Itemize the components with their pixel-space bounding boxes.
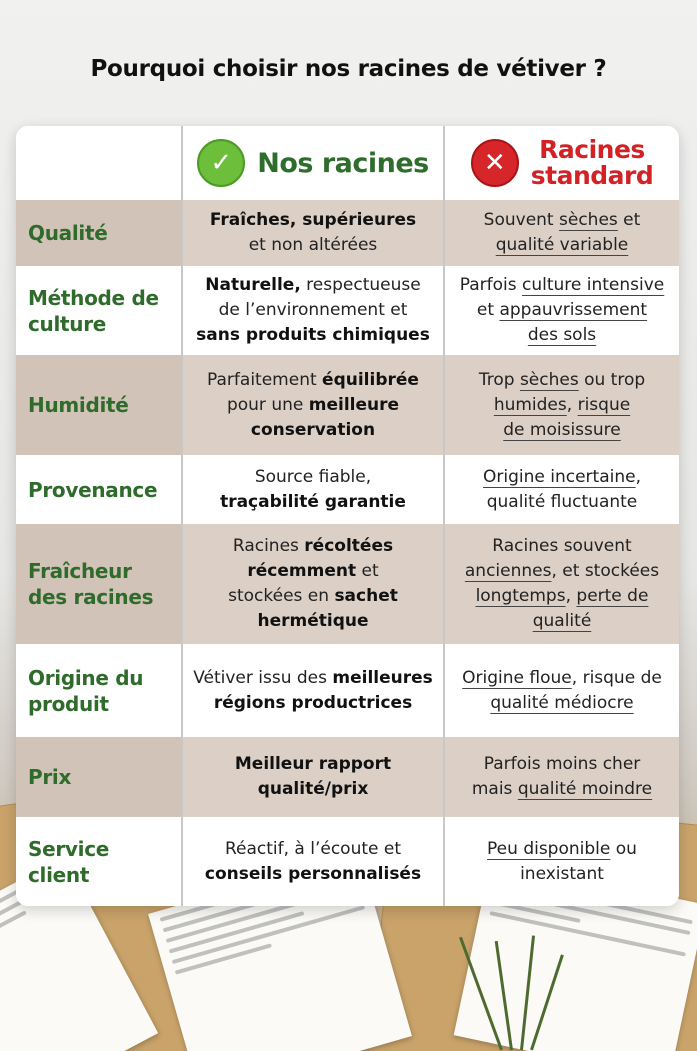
criterion-cell: Prix: [16, 737, 182, 817]
cell-text: ou: [610, 838, 637, 859]
header-standard-label: [531, 137, 654, 189]
criterion-cell: Qualité: [16, 200, 182, 266]
cell-text: ,: [566, 394, 578, 415]
cell-text: et: [356, 561, 379, 582]
bold-text: conseils personnalisés: [204, 863, 422, 884]
table-row: [16, 200, 679, 266]
bold-text: sans produits chimiques: [196, 325, 430, 346]
bold-text: récoltées: [304, 536, 394, 557]
criterion-cell: Fraîcheur des racines: [16, 524, 182, 645]
criterion-cell: Provenance: [16, 455, 182, 523]
bold-text: hermétique: [257, 611, 369, 632]
cell-text: ,: [565, 586, 577, 607]
header-standard-line2: standard: [530, 161, 654, 190]
our-roots-cell: [182, 817, 444, 906]
table-row: [16, 524, 679, 645]
cell-text: Racines: [232, 536, 305, 557]
our-roots-cell: [182, 266, 444, 355]
bold-text: régions productrices: [213, 692, 413, 713]
bold-text: Naturelle,: [205, 275, 301, 296]
underlined-text: Peu disponible: [487, 838, 611, 859]
criterion-cell: Origine du produit: [16, 644, 182, 737]
cell-text: et: [476, 300, 500, 321]
cell-text: Souvent: [483, 210, 560, 231]
cell-text: et non altérées: [248, 235, 378, 256]
cell-text: Vétiver issu des: [193, 667, 333, 688]
standard-roots-cell: [444, 455, 679, 523]
underlined-text: de moisissure: [503, 419, 621, 440]
cell-text: et: [617, 210, 641, 231]
table-row: [16, 266, 679, 355]
underlined-text: qualité: [532, 611, 592, 632]
cell-text: respectueuse: [300, 275, 421, 296]
table-row: [16, 355, 679, 456]
standard-roots-cell: [444, 644, 679, 737]
standard-roots-cell: [444, 200, 679, 266]
underlined-text: qualité variable: [495, 235, 629, 256]
criterion-cell: Service client: [16, 817, 182, 906]
bold-text: qualité/prix: [257, 779, 369, 800]
header-ours-label: Nos racines: [257, 147, 429, 179]
cell-text: Parfaitement: [207, 369, 323, 390]
cell-text: Racines souvent: [492, 536, 632, 557]
bold-text: Meilleur rapport: [234, 754, 392, 775]
bold-text: sachet: [334, 586, 398, 607]
standard-roots-cell: [444, 817, 679, 906]
underlined-text: sèches: [519, 369, 579, 390]
header-standard: [444, 126, 679, 200]
criterion-cell: Humidité: [16, 355, 182, 456]
comparison-table: [16, 126, 679, 906]
underlined-text: Origine incertaine: [483, 466, 636, 487]
comparison-table-card: [16, 126, 679, 906]
our-roots-cell: [182, 644, 444, 737]
standard-roots-cell: [444, 355, 679, 456]
our-roots-cell: [182, 737, 444, 817]
table-row: [16, 644, 679, 737]
cell-text: Réactif, à l’écoute et: [224, 838, 402, 859]
header-empty-cell: [16, 126, 182, 200]
underlined-text: longtemps: [475, 586, 566, 607]
header-standard-line1: Racines: [539, 135, 645, 164]
standard-roots-cell: [444, 266, 679, 355]
underlined-text: humides: [493, 394, 567, 415]
cell-text: Trop: [478, 369, 520, 390]
cell-text: pour une: [226, 394, 309, 415]
cell-text: stockées en: [228, 586, 335, 607]
underlined-text: sèches: [559, 210, 618, 231]
page-title: Pourquoi choisir nos racines de vétiver ?: [90, 56, 607, 82]
table-row: [16, 455, 679, 523]
bold-text: traçabilité garantie: [220, 491, 406, 512]
bold-text: récemment: [247, 561, 357, 582]
underlined-text: anciennes: [464, 561, 552, 582]
standard-roots-cell: [444, 737, 679, 817]
underlined-text: risque: [577, 394, 631, 415]
underlined-text: culture intensive: [522, 275, 665, 296]
cell-text: inexistant: [520, 863, 604, 884]
bold-text: conservation: [250, 419, 376, 440]
underlined-text: Origine floue: [462, 667, 572, 688]
bold-text: meilleures: [332, 667, 433, 688]
our-roots-cell: [182, 200, 444, 266]
cell-text: de l’environnement et: [218, 300, 408, 321]
check-icon: ✓: [197, 139, 245, 187]
bold-text: Fraîches, supérieures: [209, 210, 417, 231]
cell-text: Source fiable,: [254, 466, 372, 487]
our-roots-cell: [182, 524, 444, 645]
bold-text: meilleure: [308, 394, 400, 415]
bold-text: équilibrée: [322, 369, 419, 390]
underlined-text: perte de: [576, 586, 649, 607]
table-row: [16, 737, 679, 817]
header-ours: [182, 126, 444, 200]
cell-text: Parfois: [459, 275, 522, 296]
table-header-row: [16, 126, 679, 200]
cell-text: ,: [635, 466, 641, 487]
cell-text: , et stockées: [551, 561, 660, 582]
cross-icon: ✕: [471, 139, 519, 187]
criterion-cell: Méthode de culture: [16, 266, 182, 355]
underlined-text: qualité moindre: [517, 779, 653, 800]
cell-text: , risque de: [571, 667, 662, 688]
standard-roots-cell: [444, 524, 679, 645]
table-row: [16, 817, 679, 906]
cell-text: qualité fluctuante: [486, 491, 638, 512]
our-roots-cell: [182, 355, 444, 456]
underlined-text: appauvrissement: [499, 300, 648, 321]
table-body: [16, 200, 679, 906]
cell-text: Parfois moins cher: [483, 754, 641, 775]
our-roots-cell: [182, 455, 444, 523]
underlined-text: qualité médiocre: [490, 692, 634, 713]
underlined-text: des sols: [527, 325, 597, 346]
cell-text: ou trop: [578, 369, 646, 390]
cell-text: mais: [471, 779, 518, 800]
